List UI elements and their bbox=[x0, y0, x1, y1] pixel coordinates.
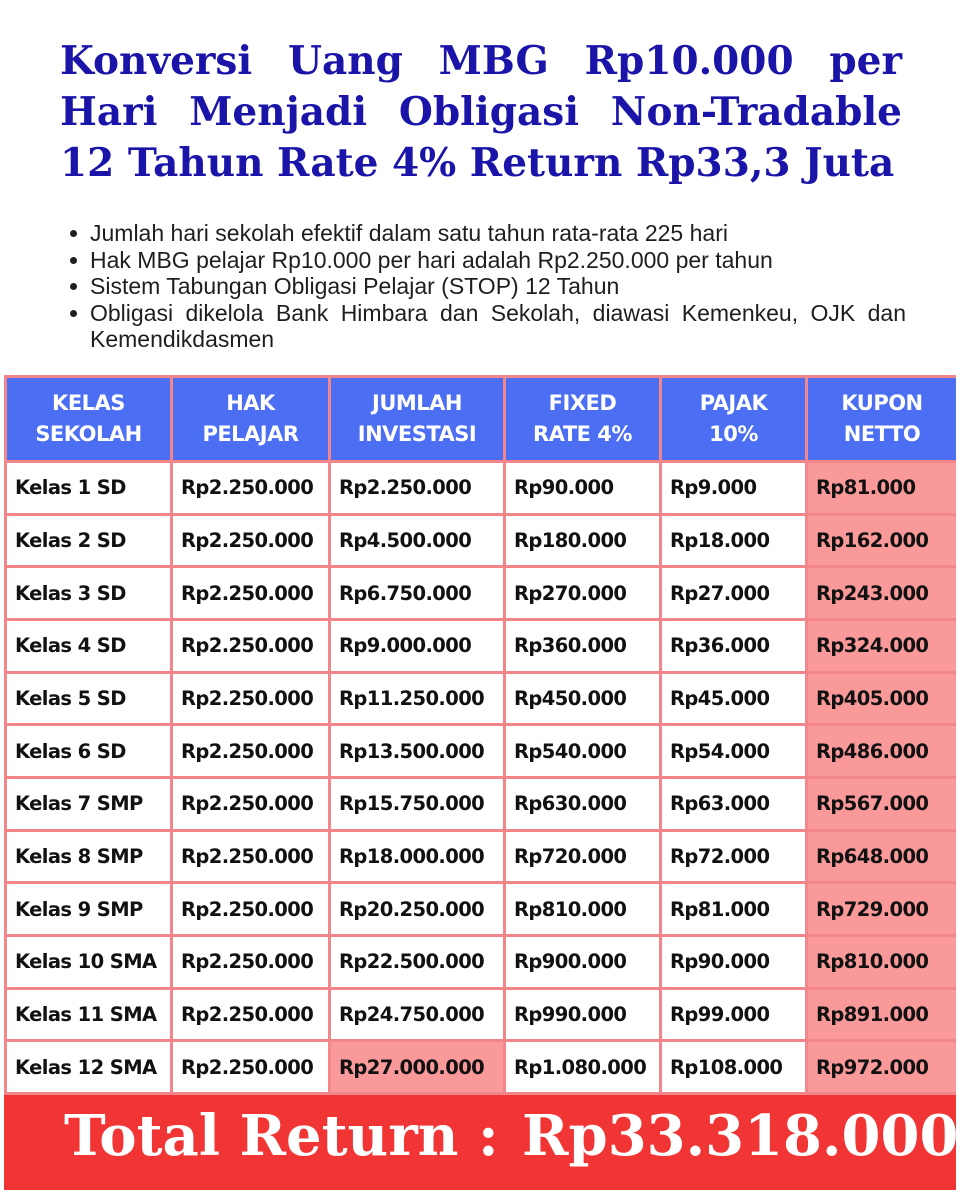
cell-kupon-netto: Rp648.000 bbox=[808, 832, 956, 882]
cell-fixed-rate: Rp630.000 bbox=[506, 779, 659, 829]
cell-fixed-rate: Rp180.000 bbox=[506, 516, 659, 566]
cell-kupon-netto: Rp162.000 bbox=[808, 516, 956, 566]
cell-pajak: Rp63.000 bbox=[662, 779, 805, 829]
cell-kelas: Kelas 4 SD bbox=[7, 621, 170, 671]
cell-kelas: Kelas 5 SD bbox=[7, 674, 170, 724]
cell-fixed-rate: Rp990.000 bbox=[506, 990, 659, 1040]
table-row bbox=[7, 568, 956, 618]
header-fixed-rate: FIXED RATE 4% bbox=[506, 378, 659, 460]
table-body bbox=[7, 463, 956, 1092]
page-title bbox=[60, 36, 902, 189]
table-row bbox=[7, 832, 956, 882]
cell-jumlah-investasi: Rp2.250.000 bbox=[331, 463, 503, 513]
cell-jumlah-investasi: Rp18.000.000 bbox=[331, 832, 503, 882]
cell-hak-pelajar: Rp2.250.000 bbox=[173, 674, 328, 724]
cell-jumlah-investasi: Rp27.000.000 bbox=[331, 1042, 503, 1092]
title-line-1: Konversi Uang MBG Rp10.000 per bbox=[60, 38, 902, 84]
total-return-value: Rp33.318.000 bbox=[522, 1103, 959, 1169]
cell-pajak: Rp72.000 bbox=[662, 832, 805, 882]
cell-hak-pelajar: Rp2.250.000 bbox=[173, 1042, 328, 1092]
cell-fixed-rate: Rp900.000 bbox=[506, 937, 659, 987]
cell-jumlah-investasi: Rp9.000.000 bbox=[331, 621, 503, 671]
cell-kelas: Kelas 6 SD bbox=[7, 726, 170, 776]
title-line-2: Hari Menjadi Obligasi Non-Tradable bbox=[60, 89, 902, 135]
header-hak-pelajar: HAK PELAJAR bbox=[173, 378, 328, 460]
cell-jumlah-investasi: Rp15.750.000 bbox=[331, 779, 503, 829]
table-row bbox=[7, 884, 956, 934]
cell-kupon-netto: Rp405.000 bbox=[808, 674, 956, 724]
total-return-label: Total Return : bbox=[64, 1103, 499, 1169]
cell-fixed-rate: Rp720.000 bbox=[506, 832, 659, 882]
header-pajak: PAJAK 10% bbox=[662, 378, 805, 460]
investment-table bbox=[4, 375, 959, 1095]
cell-hak-pelajar: Rp2.250.000 bbox=[173, 990, 328, 1040]
table-header-row bbox=[7, 378, 956, 460]
cell-fixed-rate: Rp810.000 bbox=[506, 884, 659, 934]
cell-kelas: Kelas 1 SD bbox=[7, 463, 170, 513]
cell-kupon-netto: Rp486.000 bbox=[808, 726, 956, 776]
cell-pajak: Rp81.000 bbox=[662, 884, 805, 934]
cell-jumlah-investasi: Rp20.250.000 bbox=[331, 884, 503, 934]
title-line-3: 12 Tahun Rate 4% Return Rp33,3 Juta bbox=[60, 140, 895, 186]
cell-fixed-rate: Rp90.000 bbox=[506, 463, 659, 513]
cell-hak-pelajar: Rp2.250.000 bbox=[173, 884, 328, 934]
table-row bbox=[7, 726, 956, 776]
cell-kupon-netto: Rp810.000 bbox=[808, 937, 956, 987]
cell-pajak: Rp27.000 bbox=[662, 568, 805, 618]
cell-kupon-netto: Rp567.000 bbox=[808, 779, 956, 829]
bullet-list bbox=[66, 220, 906, 353]
table-row bbox=[7, 779, 956, 829]
cell-kupon-netto: Rp729.000 bbox=[808, 884, 956, 934]
cell-hak-pelajar: Rp2.250.000 bbox=[173, 832, 328, 882]
header-kupon-netto: KUPON NETTO bbox=[808, 378, 956, 460]
cell-pajak: Rp99.000 bbox=[662, 990, 805, 1040]
table-row bbox=[7, 1042, 956, 1092]
cell-pajak: Rp90.000 bbox=[662, 937, 805, 987]
table-row bbox=[7, 990, 956, 1040]
cell-pajak: Rp18.000 bbox=[662, 516, 805, 566]
cell-fixed-rate: Rp450.000 bbox=[506, 674, 659, 724]
cell-fixed-rate: Rp1.080.000 bbox=[506, 1042, 659, 1092]
cell-pajak: Rp108.000 bbox=[662, 1042, 805, 1092]
cell-pajak: Rp45.000 bbox=[662, 674, 805, 724]
header-jumlah-investasi: JUMLAH INVESTASI bbox=[331, 378, 503, 460]
cell-fixed-rate: Rp540.000 bbox=[506, 726, 659, 776]
bullet-item: Jumlah hari sekolah efektif dalam satu tahun rata-rata 225 hari bbox=[66, 220, 906, 247]
table-row bbox=[7, 937, 956, 987]
cell-hak-pelajar: Rp2.250.000 bbox=[173, 621, 328, 671]
cell-kelas: Kelas 12 SMA bbox=[7, 1042, 170, 1092]
cell-fixed-rate: Rp270.000 bbox=[506, 568, 659, 618]
cell-kelas: Kelas 2 SD bbox=[7, 516, 170, 566]
bullet-item: Hak MBG pelajar Rp10.000 per hari adalah Rp2.250.000 per tahun bbox=[66, 247, 906, 274]
cell-kelas: Kelas 10 SMA bbox=[7, 937, 170, 987]
cell-kelas: Kelas 9 SMP bbox=[7, 884, 170, 934]
cell-jumlah-investasi: Rp13.500.000 bbox=[331, 726, 503, 776]
cell-jumlah-investasi: Rp6.750.000 bbox=[331, 568, 503, 618]
cell-hak-pelajar: Rp2.250.000 bbox=[173, 937, 328, 987]
table-row bbox=[7, 674, 956, 724]
cell-jumlah-investasi: Rp4.500.000 bbox=[331, 516, 503, 566]
cell-jumlah-investasi: Rp11.250.000 bbox=[331, 674, 503, 724]
cell-fixed-rate: Rp360.000 bbox=[506, 621, 659, 671]
cell-pajak: Rp36.000 bbox=[662, 621, 805, 671]
cell-kupon-netto: Rp972.000 bbox=[808, 1042, 956, 1092]
cell-kelas: Kelas 3 SD bbox=[7, 568, 170, 618]
cell-kupon-netto: Rp324.000 bbox=[808, 621, 956, 671]
cell-jumlah-investasi: Rp22.500.000 bbox=[331, 937, 503, 987]
cell-kelas: Kelas 11 SMA bbox=[7, 990, 170, 1040]
cell-jumlah-investasi: Rp24.750.000 bbox=[331, 990, 503, 1040]
investment-table-container bbox=[4, 375, 956, 1095]
bullet-item: Sistem Tabungan Obligasi Pelajar (STOP) 12 Tahun bbox=[66, 273, 906, 300]
table-row bbox=[7, 516, 956, 566]
total-return-banner bbox=[4, 1095, 959, 1190]
cell-hak-pelajar: Rp2.250.000 bbox=[173, 726, 328, 776]
header-kelas-sekolah: KELAS SEKOLAH bbox=[7, 378, 170, 460]
cell-hak-pelajar: Rp2.250.000 bbox=[173, 779, 328, 829]
cell-hak-pelajar: Rp2.250.000 bbox=[173, 568, 328, 618]
cell-pajak: Rp54.000 bbox=[662, 726, 805, 776]
cell-kupon-netto: Rp243.000 bbox=[808, 568, 956, 618]
cell-hak-pelajar: Rp2.250.000 bbox=[173, 516, 328, 566]
bullet-item: Obligasi dikelola Bank Himbara dan Sekolah, diawasi Kemenkeu, OJK dan Kemendikdasmen bbox=[66, 300, 906, 353]
table-row bbox=[7, 621, 956, 671]
cell-kupon-netto: Rp81.000 bbox=[808, 463, 956, 513]
cell-kelas: Kelas 8 SMP bbox=[7, 832, 170, 882]
cell-pajak: Rp9.000 bbox=[662, 463, 805, 513]
cell-hak-pelajar: Rp2.250.000 bbox=[173, 463, 328, 513]
table-row bbox=[7, 463, 956, 513]
cell-kupon-netto: Rp891.000 bbox=[808, 990, 956, 1040]
cell-kelas: Kelas 7 SMP bbox=[7, 779, 170, 829]
